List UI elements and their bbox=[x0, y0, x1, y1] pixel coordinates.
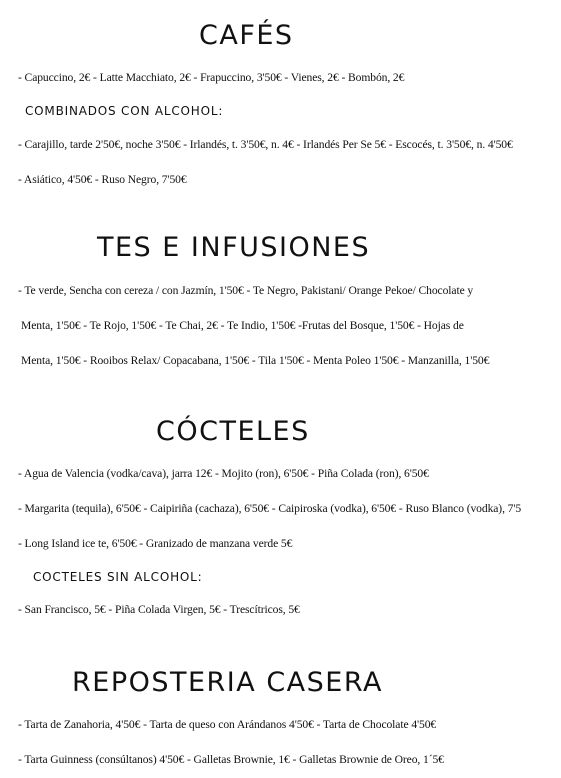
section-title-cafes: CAFÉS bbox=[199, 20, 294, 51]
menu-line: - Tarta Guinness (consúltanos) 4'50€ - Galletas Brownie, 1€ - Galletas Brownie de Oreo, 1´5€ bbox=[18, 753, 444, 766]
subsection-title-combinados: COMBINADOS CON ALCOHOL: bbox=[25, 104, 224, 118]
section-title-reposteria: REPOSTERIA CASERA bbox=[72, 667, 383, 698]
menu-line: Menta, 1'50€ - Te Rojo, 1'50€ - Te Chai, 2€ - Te Indio, 1'50€ -Frutas del Bosque, 1'50€ - Hojas de bbox=[21, 319, 464, 332]
menu-line: - Tarta de Zanahoria, 4'50€ - Tarta de queso con Arándanos 4'50€ - Tarta de Chocolate 4'50€ bbox=[18, 718, 437, 731]
menu-line: - San Francisco, 5€ - Piña Colada Virgen, 5€ - Trescítricos, 5€ bbox=[18, 603, 300, 616]
section-title-cocteles: CÓCTELES bbox=[156, 416, 310, 447]
menu-line: - Margarita (tequila), 6'50€ - Caipiriña (cachaza), 6'50€ - Caipiroska (vodka), 6'50€ - Ruso Blanco (vodka), 7'5 bbox=[18, 502, 522, 515]
menu-line: - Te verde, Sencha con cereza / con Jazmín, 1'50€ - Te Negro, Pakistani/ Orange Pekoe/ Chocolate y bbox=[18, 284, 474, 297]
menu-line: - Carajillo, tarde 2'50€, noche 3'50€ - Irlandés, t. 3'50€, n. 4€ - Irlandés Per Se 5€ - Escocés, t. 3'50€, n. 4'50€ bbox=[18, 138, 513, 151]
section-title-tes-infusiones: TES E INFUSIONES bbox=[97, 232, 371, 263]
menu-line: - Agua de Valencia (vodka/cava), jarra 12€ - Mojito (ron), 6'50€ - Piña Colada (ron), 6'50€ bbox=[18, 467, 429, 480]
menu-line: - Asiático, 4'50€ - Ruso Negro, 7'50€ bbox=[18, 173, 187, 186]
menu-line: - Long Island ice te, 6'50€ - Granizado de manzana verde 5€ bbox=[18, 537, 293, 550]
menu-line: Menta, 1'50€ - Rooibos Relax/ Copacabana, 1'50€ - Tila 1'50€ - Menta Poleo 1'50€ - Manzanilla, 1'50€ bbox=[21, 354, 490, 367]
menu-line: - Capuccino, 2€ - Latte Macchiato, 2€ - Frapuccino, 3'50€ - Vienes, 2€ - Bombón, 2€ bbox=[18, 71, 405, 84]
subsection-title-sin-alcohol: COCTELES SIN ALCOHOL: bbox=[33, 570, 203, 584]
